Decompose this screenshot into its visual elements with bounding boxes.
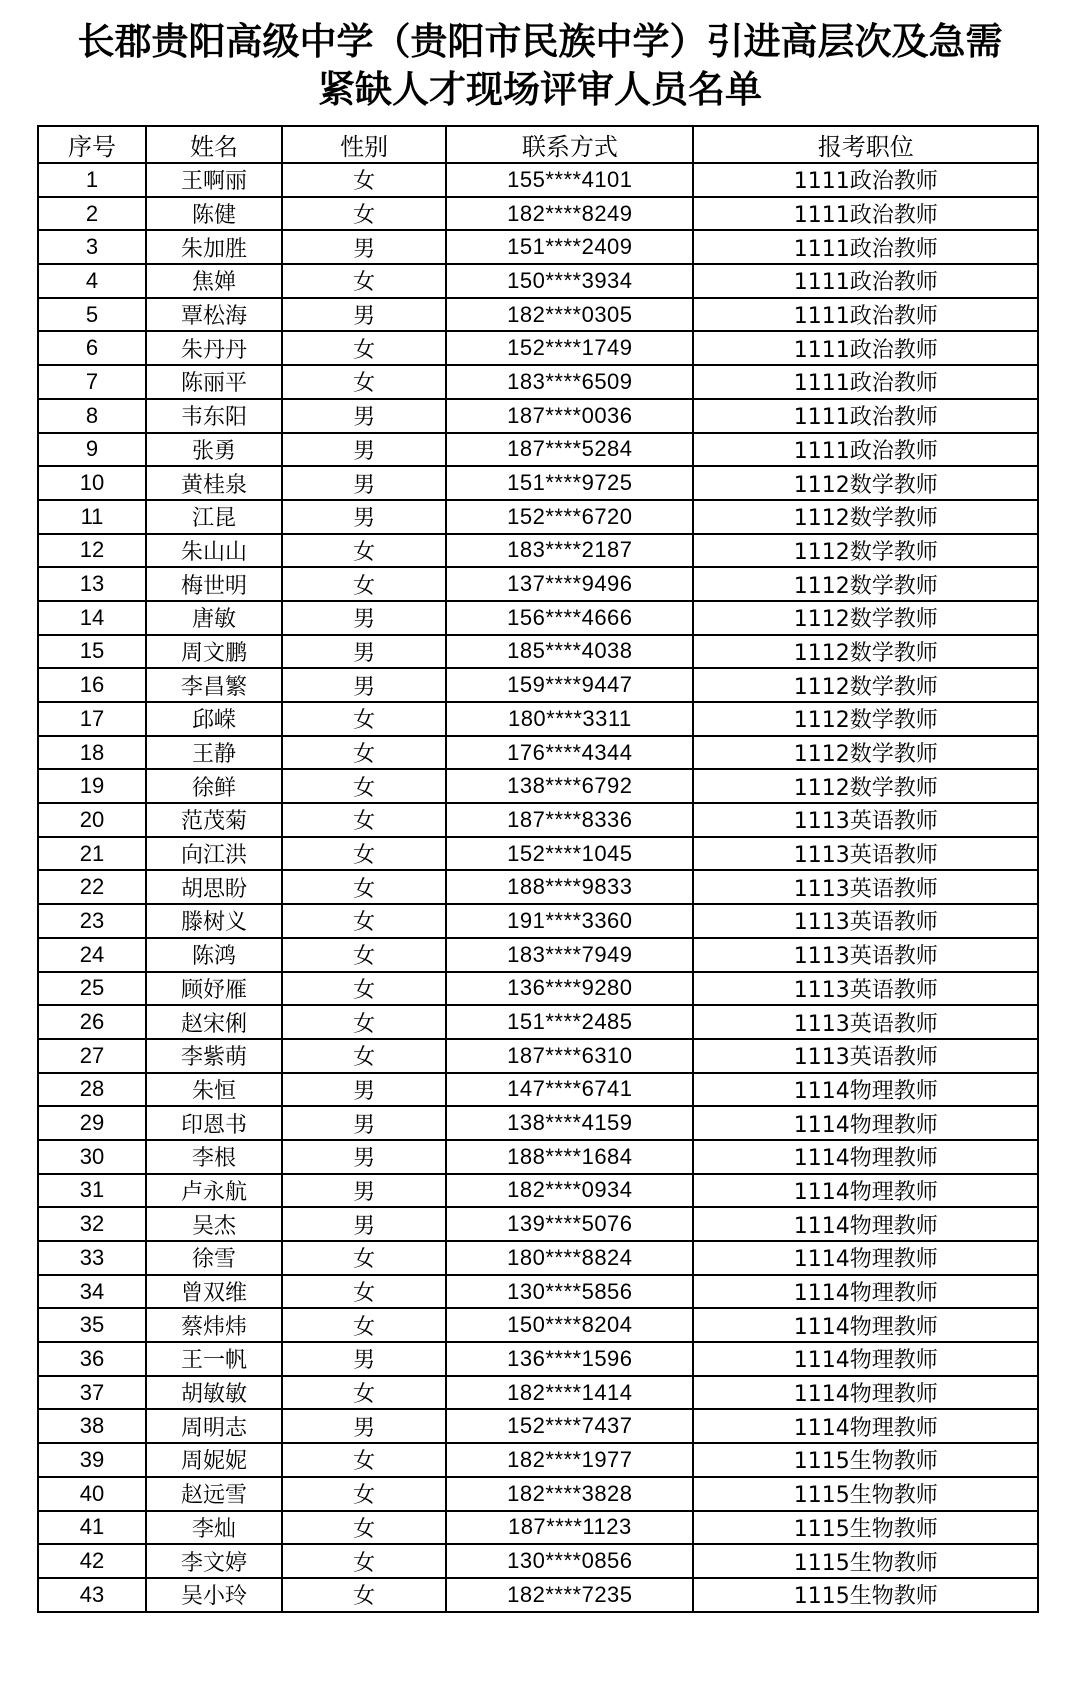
cell-position: 1114物理教师 [693, 1140, 1038, 1174]
title-line-2: 紧缺人才现场评审人员名单 [318, 68, 762, 111]
cell-position: 1112数学教师 [693, 736, 1038, 770]
cell-index: 22 [38, 870, 146, 904]
table-row [38, 1511, 1038, 1545]
cell-position: 1114物理教师 [693, 1275, 1038, 1309]
cell-index: 26 [38, 1005, 146, 1039]
cell-position: 1115生物教师 [693, 1511, 1038, 1545]
cell-gender: 女 [282, 1039, 446, 1073]
cell-name: 梅世明 [146, 567, 282, 601]
cell-name: 王静 [146, 736, 282, 770]
header-contact: 联系方式 [446, 126, 693, 163]
cell-gender: 女 [282, 163, 446, 197]
cell-index: 28 [38, 1073, 146, 1107]
cell-index: 30 [38, 1140, 146, 1174]
cell-name: 周妮妮 [146, 1443, 282, 1477]
cell-contact: 136****9280 [446, 972, 693, 1006]
cell-position: 1111政治教师 [693, 298, 1038, 332]
table-row [38, 1073, 1038, 1107]
cell-name: 向江洪 [146, 837, 282, 871]
cell-contact: 155****4101 [446, 163, 693, 197]
cell-name: 蔡炜炜 [146, 1308, 282, 1342]
table-header-row [38, 126, 1038, 163]
cell-name: 吴小玲 [146, 1578, 282, 1612]
table-row [38, 163, 1038, 197]
cell-position: 1114物理教师 [693, 1342, 1038, 1376]
document-title [0, 18, 1080, 114]
cell-name: 李紫萌 [146, 1039, 282, 1073]
cell-index: 36 [38, 1342, 146, 1376]
table-row [38, 1342, 1038, 1376]
cell-name: 李昌繁 [146, 668, 282, 702]
table-row [38, 1409, 1038, 1443]
table-row [38, 331, 1038, 365]
cell-gender: 女 [282, 904, 446, 938]
cell-index: 31 [38, 1174, 146, 1208]
cell-contact: 150****8204 [446, 1308, 693, 1342]
cell-position: 1111政治教师 [693, 433, 1038, 467]
cell-index: 35 [38, 1308, 146, 1342]
cell-position: 1112数学教师 [693, 702, 1038, 736]
cell-gender: 女 [282, 534, 446, 568]
cell-contact: 182****0934 [446, 1174, 693, 1208]
table-row [38, 399, 1038, 433]
cell-position: 1112数学教师 [693, 769, 1038, 803]
cell-name: 徐鲜 [146, 769, 282, 803]
cell-name: 韦东阳 [146, 399, 282, 433]
table-row [38, 298, 1038, 332]
cell-contact: 187****0036 [446, 399, 693, 433]
table-row [38, 803, 1038, 837]
cell-gender: 男 [282, 399, 446, 433]
cell-name: 朱加胜 [146, 230, 282, 264]
table-row [38, 601, 1038, 635]
cell-name: 曾双维 [146, 1275, 282, 1309]
cell-name: 覃松海 [146, 298, 282, 332]
cell-gender: 女 [282, 331, 446, 365]
cell-gender: 女 [282, 197, 446, 231]
candidate-table [37, 125, 1039, 1613]
cell-contact: 183****6509 [446, 365, 693, 399]
cell-contact: 187****8336 [446, 803, 693, 837]
table-row [38, 938, 1038, 972]
cell-position: 1113英语教师 [693, 938, 1038, 972]
cell-position: 1112数学教师 [693, 567, 1038, 601]
table-row [38, 1207, 1038, 1241]
cell-position: 1113英语教师 [693, 870, 1038, 904]
cell-name: 李文婷 [146, 1544, 282, 1578]
table-row [38, 1578, 1038, 1612]
cell-gender: 女 [282, 1275, 446, 1309]
cell-position: 1112数学教师 [693, 534, 1038, 568]
cell-gender: 女 [282, 1241, 446, 1275]
cell-gender: 男 [282, 668, 446, 702]
cell-contact: 188****1684 [446, 1140, 693, 1174]
cell-gender: 男 [282, 601, 446, 635]
cell-position: 1113英语教师 [693, 837, 1038, 871]
cell-position: 1113英语教师 [693, 1005, 1038, 1039]
cell-position: 1114物理教师 [693, 1241, 1038, 1275]
cell-index: 5 [38, 298, 146, 332]
cell-index: 7 [38, 365, 146, 399]
table-row [38, 466, 1038, 500]
cell-position: 1111政治教师 [693, 331, 1038, 365]
cell-index: 14 [38, 601, 146, 635]
cell-name: 陈健 [146, 197, 282, 231]
cell-gender: 男 [282, 635, 446, 669]
cell-contact: 185****4038 [446, 635, 693, 669]
cell-index: 39 [38, 1443, 146, 1477]
cell-contact: 182****1414 [446, 1376, 693, 1410]
cell-index: 32 [38, 1207, 146, 1241]
cell-contact: 138****6792 [446, 769, 693, 803]
cell-gender: 男 [282, 1342, 446, 1376]
table-row [38, 1140, 1038, 1174]
cell-contact: 152****1045 [446, 837, 693, 871]
cell-name: 王一帆 [146, 1342, 282, 1376]
cell-contact: 138****4159 [446, 1106, 693, 1140]
cell-contact: 136****1596 [446, 1342, 693, 1376]
table-row [38, 1443, 1038, 1477]
cell-index: 8 [38, 399, 146, 433]
cell-position: 1114物理教师 [693, 1174, 1038, 1208]
cell-index: 10 [38, 466, 146, 500]
cell-name: 卢永航 [146, 1174, 282, 1208]
cell-index: 2 [38, 197, 146, 231]
cell-gender: 男 [282, 1207, 446, 1241]
table-row [38, 904, 1038, 938]
cell-position: 1114物理教师 [693, 1207, 1038, 1241]
cell-gender: 女 [282, 567, 446, 601]
cell-position: 1113英语教师 [693, 1039, 1038, 1073]
cell-name: 周明志 [146, 1409, 282, 1443]
header-index: 序号 [38, 126, 146, 163]
cell-name: 胡思盼 [146, 870, 282, 904]
cell-gender: 女 [282, 365, 446, 399]
cell-name: 赵远雪 [146, 1477, 282, 1511]
cell-contact: 187****1123 [446, 1511, 693, 1545]
cell-index: 13 [38, 567, 146, 601]
cell-contact: 187****6310 [446, 1039, 693, 1073]
cell-gender: 男 [282, 298, 446, 332]
cell-index: 29 [38, 1106, 146, 1140]
table-row [38, 870, 1038, 904]
cell-gender: 女 [282, 1005, 446, 1039]
cell-gender: 女 [282, 870, 446, 904]
table-row [38, 197, 1038, 231]
cell-index: 23 [38, 904, 146, 938]
cell-name: 赵宋俐 [146, 1005, 282, 1039]
cell-contact: 182****0305 [446, 298, 693, 332]
cell-contact: 187****5284 [446, 433, 693, 467]
cell-gender: 女 [282, 1376, 446, 1410]
cell-position: 1112数学教师 [693, 466, 1038, 500]
cell-position: 1112数学教师 [693, 500, 1038, 534]
cell-index: 34 [38, 1275, 146, 1309]
cell-position: 1113英语教师 [693, 904, 1038, 938]
table-row [38, 365, 1038, 399]
cell-contact: 180****3311 [446, 702, 693, 736]
cell-gender: 男 [282, 1174, 446, 1208]
cell-gender: 男 [282, 1106, 446, 1140]
table-row [38, 1544, 1038, 1578]
cell-gender: 女 [282, 1544, 446, 1578]
table-row [38, 635, 1038, 669]
cell-index: 4 [38, 264, 146, 298]
cell-contact: 152****7437 [446, 1409, 693, 1443]
cell-position: 1115生物教师 [693, 1477, 1038, 1511]
cell-name: 焦婵 [146, 264, 282, 298]
cell-position: 1111政治教师 [693, 197, 1038, 231]
table-row [38, 972, 1038, 1006]
cell-position: 1114物理教师 [693, 1409, 1038, 1443]
cell-index: 18 [38, 736, 146, 770]
cell-gender: 男 [282, 1409, 446, 1443]
cell-index: 24 [38, 938, 146, 972]
cell-index: 9 [38, 433, 146, 467]
cell-gender: 女 [282, 264, 446, 298]
table-row [38, 769, 1038, 803]
cell-index: 11 [38, 500, 146, 534]
cell-gender: 女 [282, 803, 446, 837]
cell-contact: 139****5076 [446, 1207, 693, 1241]
cell-gender: 女 [282, 1477, 446, 1511]
table-row [38, 668, 1038, 702]
cell-contact: 182****7235 [446, 1578, 693, 1612]
cell-name: 印恩书 [146, 1106, 282, 1140]
cell-gender: 女 [282, 702, 446, 736]
cell-position: 1111政治教师 [693, 163, 1038, 197]
cell-gender: 女 [282, 1443, 446, 1477]
cell-gender: 女 [282, 1511, 446, 1545]
header-gender: 性别 [282, 126, 446, 163]
cell-name: 江昆 [146, 500, 282, 534]
table-row [38, 736, 1038, 770]
cell-index: 12 [38, 534, 146, 568]
cell-position: 1113英语教师 [693, 972, 1038, 1006]
cell-contact: 191****3360 [446, 904, 693, 938]
cell-contact: 183****7949 [446, 938, 693, 972]
cell-index: 15 [38, 635, 146, 669]
cell-contact: 147****6741 [446, 1073, 693, 1107]
table-row [38, 1005, 1038, 1039]
cell-name: 范茂菊 [146, 803, 282, 837]
table-row [38, 433, 1038, 467]
cell-name: 李灿 [146, 1511, 282, 1545]
cell-index: 1 [38, 163, 146, 197]
cell-gender: 男 [282, 466, 446, 500]
cell-index: 17 [38, 702, 146, 736]
table-row [38, 534, 1038, 568]
cell-contact: 151****2485 [446, 1005, 693, 1039]
cell-gender: 女 [282, 972, 446, 1006]
table-row [38, 1308, 1038, 1342]
cell-contact: 152****1749 [446, 331, 693, 365]
cell-name: 徐雪 [146, 1241, 282, 1275]
cell-contact: 151****2409 [446, 230, 693, 264]
cell-gender: 女 [282, 736, 446, 770]
cell-gender: 男 [282, 1140, 446, 1174]
cell-contact: 183****2187 [446, 534, 693, 568]
cell-contact: 188****9833 [446, 870, 693, 904]
cell-index: 37 [38, 1376, 146, 1410]
cell-gender: 男 [282, 1073, 446, 1107]
cell-contact: 182****1977 [446, 1443, 693, 1477]
table-row [38, 500, 1038, 534]
table-row [38, 1241, 1038, 1275]
cell-index: 40 [38, 1477, 146, 1511]
table-row [38, 230, 1038, 264]
cell-position: 1111政治教师 [693, 230, 1038, 264]
table-row [38, 264, 1038, 298]
cell-contact: 130****5856 [446, 1275, 693, 1309]
cell-gender: 女 [282, 938, 446, 972]
cell-index: 43 [38, 1578, 146, 1612]
cell-contact: 150****3934 [446, 264, 693, 298]
table-body [38, 163, 1038, 1612]
cell-position: 1114物理教师 [693, 1106, 1038, 1140]
cell-index: 42 [38, 1544, 146, 1578]
cell-name: 吴杰 [146, 1207, 282, 1241]
cell-index: 16 [38, 668, 146, 702]
cell-name: 李根 [146, 1140, 282, 1174]
cell-position: 1112数学教师 [693, 668, 1038, 702]
header-name: 姓名 [146, 126, 282, 163]
cell-gender: 男 [282, 433, 446, 467]
cell-gender: 女 [282, 769, 446, 803]
cell-name: 朱恒 [146, 1073, 282, 1107]
cell-gender: 男 [282, 230, 446, 264]
cell-contact: 159****9447 [446, 668, 693, 702]
cell-position: 1111政治教师 [693, 365, 1038, 399]
cell-contact: 182****8249 [446, 197, 693, 231]
cell-name: 顾妤雁 [146, 972, 282, 1006]
table-row [38, 702, 1038, 736]
cell-name: 张勇 [146, 433, 282, 467]
cell-contact: 176****4344 [446, 736, 693, 770]
cell-contact: 180****8824 [446, 1241, 693, 1275]
cell-gender: 女 [282, 837, 446, 871]
cell-position: 1112数学教师 [693, 635, 1038, 669]
cell-position: 1114物理教师 [693, 1308, 1038, 1342]
cell-position: 1115生物教师 [693, 1544, 1038, 1578]
cell-position: 1113英语教师 [693, 803, 1038, 837]
cell-name: 唐敏 [146, 601, 282, 635]
cell-contact: 137****9496 [446, 567, 693, 601]
cell-name: 黄桂泉 [146, 466, 282, 500]
cell-index: 27 [38, 1039, 146, 1073]
cell-index: 3 [38, 230, 146, 264]
cell-name: 滕树义 [146, 904, 282, 938]
table-row [38, 1275, 1038, 1309]
table-row [38, 837, 1038, 871]
cell-position: 1111政治教师 [693, 399, 1038, 433]
table-row [38, 567, 1038, 601]
cell-position: 1114物理教师 [693, 1376, 1038, 1410]
cell-index: 6 [38, 331, 146, 365]
header-position: 报考职位 [693, 126, 1038, 163]
table-row [38, 1477, 1038, 1511]
cell-position: 1114物理教师 [693, 1073, 1038, 1107]
cell-index: 41 [38, 1511, 146, 1545]
cell-contact: 130****0856 [446, 1544, 693, 1578]
cell-contact: 152****6720 [446, 500, 693, 534]
cell-name: 陈鸿 [146, 938, 282, 972]
table-row [38, 1039, 1038, 1073]
cell-name: 朱丹丹 [146, 331, 282, 365]
cell-position: 1115生物教师 [693, 1443, 1038, 1477]
cell-name: 周文鹏 [146, 635, 282, 669]
cell-name: 朱山山 [146, 534, 282, 568]
cell-index: 19 [38, 769, 146, 803]
cell-index: 21 [38, 837, 146, 871]
title-line-1: 长郡贵阳高级中学（贵阳市民族中学）引进高层次及急需 [77, 20, 1003, 63]
cell-index: 25 [38, 972, 146, 1006]
table-row [38, 1376, 1038, 1410]
cell-position: 1111政治教师 [693, 264, 1038, 298]
cell-gender: 女 [282, 1578, 446, 1612]
cell-gender: 男 [282, 500, 446, 534]
cell-contact: 156****4666 [446, 601, 693, 635]
table-row [38, 1106, 1038, 1140]
cell-position: 1115生物教师 [693, 1578, 1038, 1612]
cell-name: 邱嵘 [146, 702, 282, 736]
cell-name: 陈丽平 [146, 365, 282, 399]
cell-contact: 151****9725 [446, 466, 693, 500]
table-row [38, 1174, 1038, 1208]
cell-name: 胡敏敏 [146, 1376, 282, 1410]
cell-contact: 182****3828 [446, 1477, 693, 1511]
cell-index: 38 [38, 1409, 146, 1443]
cell-name: 王啊丽 [146, 163, 282, 197]
cell-position: 1112数学教师 [693, 601, 1038, 635]
cell-index: 20 [38, 803, 146, 837]
cell-index: 33 [38, 1241, 146, 1275]
cell-gender: 女 [282, 1308, 446, 1342]
